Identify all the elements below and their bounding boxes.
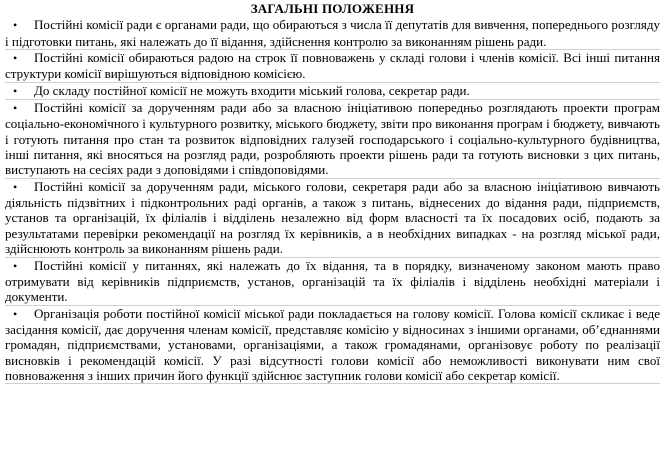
- paragraph-3: [5, 83, 660, 100]
- bullet-icon: •: [13, 83, 18, 98]
- bullet-icon: •: [13, 306, 18, 321]
- paragraph-5: [5, 179, 660, 258]
- paragraph-text: Постійні комісії обираються радою на строк її повноважень у складі голови і членів комісії. Всі інші питання структури комісії вирішуються відповідною комісією.: [5, 50, 660, 82]
- paragraph-7: [5, 306, 660, 385]
- paragraph-text: Постійні комісії ради є органами ради, що обираються з числа її депутатів для вивчення, попереднього розгляду і підготовки питань, які належать до її відання, здійснення контролю за виконанням рішень ради.: [5, 17, 660, 49]
- bullet-icon: •: [13, 101, 18, 116]
- paragraph-text: Постійні комісії у питаннях, які належать до їх відання, та в порядку, визначеному законом мають право отримувати від керівників підприємств, установ, організацій та їх філіалів і відділень необхідні матеріали і документи.: [5, 257, 660, 305]
- paragraph-text: До складу постійної комісії не можуть входити міський голова, секретар ради.: [34, 82, 470, 98]
- paragraph-text: Постійні комісії за дорученням ради, міського голови, секретаря ради або за власною ініціативою вивчають діяльність підзвітних і підконтрольних раді органів, а також з питань, віднесених до відання ради, підприємств, установ та організацій, їх філіалів і відділень незалежно від форм власності та їх посадових осіб, подають за результатами перевірки рекомендації на розгляд їх керівників, а в необхідних випадках - на розгляд міської ради, здійснюють контроль за виконанням рішень ради.: [5, 178, 660, 257]
- paragraph-text: Постійні комісії за дорученням ради або за власною ініціативою попередньо розглядають проекти програм соціально-економічного і культурного розвитку, міського бюджету, звіти про виконання програм і бюджету, вивчають і готують питання про стан та розвиток відповідних галузей господарського і соціально-культурного будівництва, інші питання, які вносяться на розгляд ради, розробляють проекти рішень ради та готують висновки з цих питань, виступають на сесіях ради з доповідями і співдоповідями.: [5, 100, 660, 178]
- paragraph-2: [5, 50, 660, 83]
- paragraph-6: [5, 258, 660, 306]
- bullet-icon: •: [13, 258, 18, 273]
- document-title: ЗАГАЛЬНІ ПОЛОЖЕННЯ: [250, 1, 415, 16]
- bullet-icon: •: [13, 18, 18, 33]
- bullet-icon: •: [13, 179, 18, 194]
- paragraph-4: [5, 100, 660, 179]
- bullet-icon: •: [13, 51, 18, 66]
- paragraph-1: [5, 17, 660, 50]
- paragraph-text: Організація роботи постійної комісії міської ради покладається на голову комісії. Голова комісії скликає і веде засідання комісії, дає доручення членам комісії, представляє комісію у відносинах з іншими органами, об’єднаннями громадян, підприємствами, установами, організаціями, а також громадянами, організовує роботу по реалізації висновків і рекомендацій комісії. У разі відсутності голови комісії або неможливості виконувати ним свої повноваження з інших причин його функції здійснює заступник голови комісії або секретар комісії.: [5, 305, 660, 383]
